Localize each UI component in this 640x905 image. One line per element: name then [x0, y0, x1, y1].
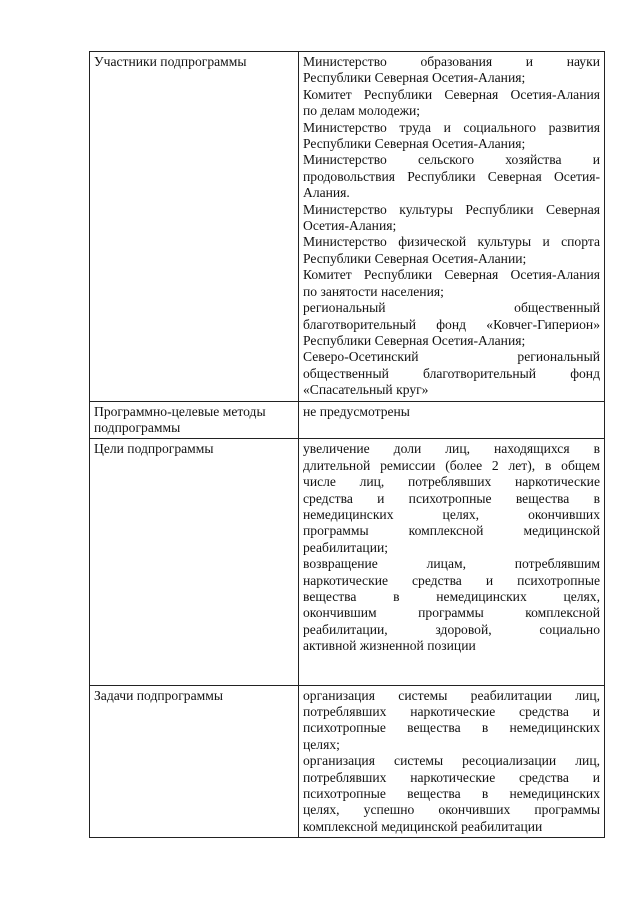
text-line: длительной ремиссии (более 2 лет), в общем — [303, 457, 600, 473]
text-line: по занятости населения; — [303, 283, 444, 299]
text-line: Алания. — [303, 185, 350, 201]
text-line: Министерство труда и социального развития — [303, 119, 600, 135]
text-line: психотропные вещества в немедицинских — [303, 720, 600, 736]
methods-label-line: Программно-целевые методы — [94, 403, 266, 419]
text-line: наркотические средства и психотропные — [303, 572, 600, 588]
tasks-label: Задачи подпрограммы — [94, 687, 223, 703]
row-value — [299, 52, 605, 402]
text-line: Северо-Осетинский региональный — [303, 349, 600, 365]
text-line: региональный общественный — [303, 300, 600, 316]
row-label — [90, 52, 299, 402]
row-value — [299, 685, 605, 838]
text-line: Республики Северная Осетия-Алания; — [303, 332, 526, 348]
text-line: психотропные вещества в немедицинских — [303, 786, 600, 802]
text-line: реабилитации, здоровой, социально — [303, 621, 600, 637]
row-label — [90, 685, 299, 838]
text-line: по делам молодежи; — [303, 103, 421, 119]
text-line: вещества в немедицинских целях, — [303, 589, 600, 604]
text-line: увеличение доли лиц, находящихся в — [303, 441, 600, 457]
text-line: организация системы ресоциализации лиц, — [303, 753, 600, 769]
table-row — [90, 401, 605, 439]
text-line: немедицинских целях, окончивших — [303, 506, 600, 522]
table-row — [90, 439, 605, 685]
text-line: Комитет Республики Северная Осетия-Алания — [303, 267, 600, 283]
text-line: Республики Северная Осетия-Алания; — [303, 136, 526, 152]
table-row — [90, 685, 605, 838]
text-line: целях, успешно окончивших программы — [303, 802, 600, 818]
text-line: благотворительный фонд «Ковчег-Гиперион» — [303, 316, 600, 332]
text-line: потреблявших наркотические средства и — [303, 704, 600, 720]
text-line: продовольствия Республики Северная Осетия- — [303, 168, 600, 184]
row-label — [90, 401, 299, 439]
table-row — [90, 52, 605, 402]
row-value — [299, 439, 605, 685]
text-line: реабилитации; — [303, 539, 389, 555]
text-line: Министерство образования и науки — [303, 54, 600, 69]
text-line: комплексной медицинской реабилитации — [303, 818, 543, 834]
methods-label-line: подпрограммы — [94, 419, 181, 435]
blank-line — [303, 669, 600, 683]
text-line: Осетия-Алания; — [303, 218, 397, 234]
text-line: Министерство сельского хозяйства и — [303, 152, 600, 168]
text-line: Министерство физической культуры и спорта — [303, 234, 600, 250]
text-line: «Спасательный круг» — [303, 382, 429, 398]
text-line: потреблявших наркотические средства и — [303, 769, 600, 785]
text-line: не предусмотрены — [303, 403, 410, 419]
subprogram-passport-table — [89, 51, 605, 838]
text-line: активной жизненной позиции — [303, 638, 476, 654]
row-label — [90, 439, 299, 685]
text-line: организация системы реабилитации лиц, — [303, 687, 600, 703]
text-line: Комитет Республики Северная Осетия-Алания — [303, 86, 600, 102]
participants-label: Участники подпрограммы — [94, 54, 247, 69]
text-line: общественный благотворительный фонд — [303, 365, 600, 381]
text-line: Республики Северная Осетия-Алания; — [303, 70, 526, 86]
text-line: Республики Северная Осетия-Алании; — [303, 250, 527, 266]
blank-line — [303, 655, 600, 669]
text-line: окончившим программы комплексной — [303, 605, 600, 621]
text-line: программы комплексной медицинской — [303, 523, 600, 539]
text-line: числе лиц, потреблявших наркотические — [303, 474, 600, 490]
text-line: Министерство культуры Республики Северная — [303, 201, 600, 217]
text-line: средства и психотропные вещества в — [303, 490, 600, 506]
text-line: возвращение лицам, потреблявшим — [303, 556, 600, 572]
row-value — [299, 401, 605, 439]
text-line: целях; — [303, 736, 340, 752]
goals-label: Цели подпрограммы — [94, 441, 214, 457]
